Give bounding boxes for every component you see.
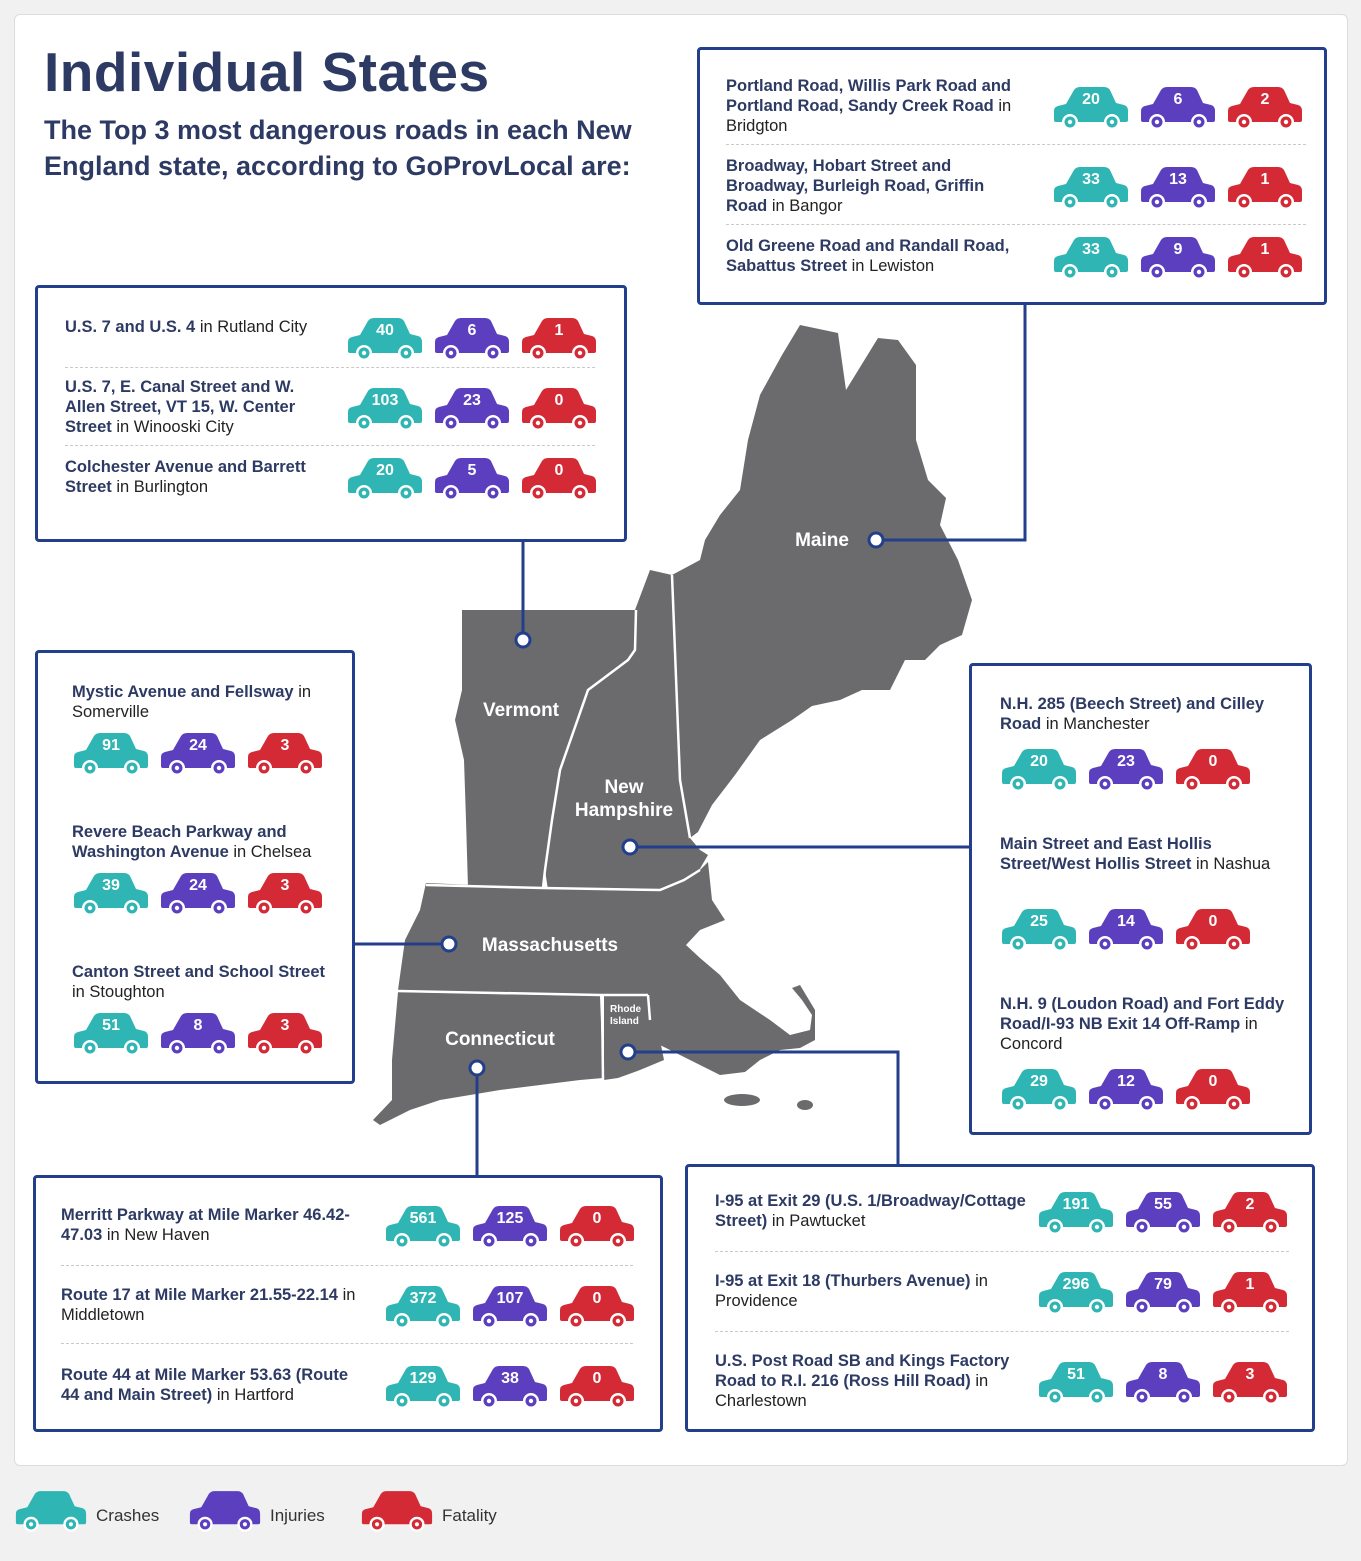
road-label: N.H. 285 (Beech Street) and Cilley Road: [1000, 695, 1265, 733]
entry-separator: [726, 224, 1306, 225]
road-city: in Providence: [715, 1272, 988, 1310]
road-name-massachusetts: [72, 962, 342, 1002]
road-label: Broadway, Hobart Street and Broadway, Burleigh Road, Griffin Road: [726, 157, 985, 215]
state-shape-maine: [672, 325, 972, 838]
crashes-count: 191: [1062, 1196, 1090, 1213]
map-pin-rhode-island: [621, 1045, 635, 1059]
crashes-car-icon: [1000, 906, 1078, 954]
injuries-count: 107: [496, 1290, 524, 1307]
road-city: in Lewiston: [851, 257, 935, 275]
state-label-rhode-island-line1: Rhode: [610, 1004, 642, 1015]
road-name-connecticut: [61, 1285, 361, 1325]
crashes-car-icon: [1037, 1189, 1115, 1237]
fatality-count: 0: [592, 1210, 602, 1227]
entry-separator: [65, 445, 595, 446]
road-name-massachusetts: [72, 682, 342, 722]
legend-label: Injuries: [270, 1506, 325, 1525]
fatality-car-icon: [1174, 746, 1252, 794]
fatality-car-icon: [1174, 906, 1252, 954]
crashes-count: 296: [1062, 1276, 1090, 1293]
road-label: Route 17 at Mile Marker 21.55-22.14: [61, 1286, 338, 1304]
road-label: Merritt Parkway at Mile Marker 46.42-47.03: [61, 1206, 350, 1244]
fatality-car-icon: [558, 1283, 636, 1331]
road-name-massachusetts: [72, 822, 342, 862]
state-label-maine: Maine: [795, 530, 849, 551]
fatality-count: 1: [554, 322, 564, 339]
injuries-car-icon: [471, 1363, 549, 1411]
crashes-car-icon: [346, 315, 424, 363]
state-shape-connecticut: [373, 992, 603, 1125]
road-label: U.S. 7, E. Canal Street and W. Allen Street, VT 15, W. Center Street: [65, 378, 296, 436]
injuries-car-icon: [1087, 906, 1165, 954]
road-name-connecticut: [61, 1365, 361, 1405]
crashes-count: 20: [1082, 91, 1100, 108]
road-city: in Manchester: [1045, 715, 1150, 733]
fatality-count: 0: [1208, 1073, 1218, 1090]
crashes-count: 33: [1082, 171, 1100, 188]
crashes-car-icon: [1000, 746, 1078, 794]
road-city: in Somerville: [72, 683, 312, 721]
legend-label: Crashes: [96, 1506, 160, 1525]
legend-item-injuries: [188, 1488, 358, 1538]
fatality-count: 0: [592, 1290, 602, 1307]
injuries-count: 23: [463, 392, 481, 409]
injuries-count: 8: [1158, 1366, 1168, 1383]
crashes-count: 39: [102, 877, 120, 894]
entry-separator: [715, 1331, 1289, 1332]
injuries-count: 13: [1169, 171, 1187, 188]
road-city: in Bangor: [771, 197, 843, 215]
crashes-count: 129: [409, 1370, 437, 1387]
state-label-connecticut: Connecticut: [445, 1029, 555, 1050]
road-city: in Middletown: [61, 1286, 356, 1324]
panel-massachusetts: [35, 650, 355, 1084]
injuries-car-icon: [1124, 1269, 1202, 1317]
crashes-count: 561: [409, 1210, 437, 1227]
crashes-car-icon: [1052, 164, 1130, 212]
fatality-count: 3: [280, 877, 290, 894]
crashes-car-icon: [1052, 84, 1130, 132]
legend-item-fatality: [360, 1488, 530, 1538]
road-city: in New Haven: [106, 1226, 210, 1244]
road-name-connecticut: [61, 1205, 361, 1245]
map-pin-connecticut: [470, 1061, 484, 1075]
road-name-maine: [726, 76, 1026, 136]
fatality-count: 1: [1260, 241, 1270, 258]
fatality-car-icon: [246, 730, 324, 778]
state-label-new-hampshire-line1: New: [604, 777, 644, 798]
road-name-vermont: [65, 317, 325, 337]
fatality-car-icon: [246, 870, 324, 918]
road-name-rhode-island: [715, 1191, 1035, 1231]
injuries-car-icon: [433, 315, 511, 363]
crashes-car-icon: [72, 730, 150, 778]
crashes-car-icon: [384, 1363, 462, 1411]
road-city: in Concord: [1000, 1015, 1258, 1053]
panel-maine: [697, 47, 1327, 305]
injuries-count: 79: [1154, 1276, 1172, 1293]
crashes-count: 372: [409, 1290, 437, 1307]
injuries-count: 125: [496, 1210, 524, 1227]
fatality-car-icon: [558, 1203, 636, 1251]
injuries-car-icon: [1124, 1359, 1202, 1407]
fatality-count: 3: [280, 1017, 290, 1034]
state-label-new-hampshire-line2: Hampshire: [574, 800, 674, 821]
road-city: in Chelsea: [233, 843, 312, 861]
injuries-car-icon: [1139, 234, 1217, 282]
road-city: in Charlestown: [715, 1372, 989, 1410]
crashes-car-icon: [72, 870, 150, 918]
fatality-car-icon: [1174, 1066, 1252, 1114]
entry-separator: [61, 1343, 633, 1344]
road-name-vermont: [65, 457, 325, 497]
panel-vermont: [35, 285, 627, 542]
entry-separator: [65, 367, 595, 368]
road-label: I-95 at Exit 29 (U.S. 1/Broadway/Cottage Street): [715, 1192, 1026, 1230]
road-city: in Hartford: [216, 1386, 294, 1404]
road-label: U.S. 7 and U.S. 4: [65, 318, 196, 336]
fatality-car-icon: [1226, 234, 1304, 282]
injuries-count: 24: [189, 737, 207, 754]
island-shape: [724, 1094, 760, 1106]
road-label: Route 44 at Mile Marker 53.63 (Route 44 and Main Street): [61, 1366, 349, 1404]
injuries-legend-car-icon: [188, 1488, 262, 1539]
map-pin-massachusetts: [442, 937, 456, 951]
crashes-car-icon: [346, 455, 424, 503]
road-name-rhode-island: [715, 1271, 1035, 1311]
fatality-count: 1: [1245, 1276, 1255, 1293]
legend-item-crashes: [14, 1488, 184, 1538]
crashes-car-icon: [346, 385, 424, 433]
crashes-count: 40: [376, 322, 394, 339]
road-label: Portland Road, Willis Park Road and Portland Road, Sandy Creek Road: [726, 77, 1011, 115]
injuries-count: 12: [1117, 1073, 1135, 1090]
fatality-car-icon: [246, 1010, 324, 1058]
fatality-count: 2: [1245, 1196, 1255, 1213]
road-name-new-hampshire: [1000, 694, 1300, 734]
crashes-count: 51: [1067, 1366, 1085, 1383]
state-label-massachusetts: Massachusetts: [481, 935, 619, 956]
injuries-car-icon: [1087, 746, 1165, 794]
page-title: Individual States: [44, 41, 490, 103]
road-label: I-95 at Exit 18 (Thurbers Avenue): [715, 1272, 971, 1290]
road-label: Colchester Avenue and Barrett Street: [65, 458, 306, 496]
injuries-car-icon: [1087, 1066, 1165, 1114]
injuries-count: 9: [1173, 241, 1183, 258]
state-label-rhode-island-line2: Island: [610, 1016, 639, 1027]
road-city: in Nashua: [1195, 855, 1271, 873]
fatality-count: 3: [280, 737, 290, 754]
legend-label: Fatality: [442, 1506, 497, 1525]
fatality-car-icon: [1211, 1189, 1289, 1237]
crashes-count: 20: [376, 462, 394, 479]
road-name-new-hampshire: [1000, 834, 1300, 874]
island-shape: [797, 1100, 813, 1110]
panel-connecticut: [33, 1175, 663, 1432]
crashes-car-icon: [1037, 1269, 1115, 1317]
fatality-count: 3: [1245, 1366, 1255, 1383]
crashes-car-icon: [1000, 1066, 1078, 1114]
map-pin-maine: [869, 533, 883, 547]
crashes-legend-car-icon: [14, 1488, 88, 1539]
injuries-car-icon: [433, 455, 511, 503]
road-name-new-hampshire: [1000, 994, 1300, 1054]
crashes-car-icon: [384, 1203, 462, 1251]
road-label: Canton Street and School Street: [72, 963, 326, 981]
entry-separator: [715, 1251, 1289, 1252]
fatality-car-icon: [1211, 1359, 1289, 1407]
connector-rhode-island: [628, 1052, 898, 1165]
injuries-count: 24: [189, 877, 207, 894]
injuries-car-icon: [471, 1283, 549, 1331]
fatality-car-icon: [520, 385, 598, 433]
injuries-car-icon: [1124, 1189, 1202, 1237]
fatality-car-icon: [1211, 1269, 1289, 1317]
map-pin-vermont: [516, 633, 530, 647]
fatality-car-icon: [520, 315, 598, 363]
injuries-count: 38: [501, 1370, 519, 1387]
crashes-count: 20: [1030, 753, 1048, 770]
injuries-car-icon: [433, 385, 511, 433]
injuries-count: 8: [193, 1017, 203, 1034]
fatality-count: 0: [1208, 913, 1218, 930]
fatality-count: 0: [1208, 753, 1218, 770]
crashes-car-icon: [1037, 1359, 1115, 1407]
fatality-count: 0: [554, 462, 564, 479]
fatality-count: 0: [592, 1370, 602, 1387]
entry-separator: [726, 144, 1306, 145]
crashes-car-icon: [1052, 234, 1130, 282]
road-city: in Bridgton: [726, 97, 1012, 135]
fatality-car-icon: [520, 455, 598, 503]
road-name-maine: [726, 236, 1026, 276]
injuries-count: 6: [1173, 91, 1183, 108]
injuries-count: 5: [467, 462, 477, 479]
road-label: Old Greene Road and Randall Road, Sabattus Street: [726, 237, 1010, 275]
injuries-count: 55: [1154, 1196, 1172, 1213]
crashes-count: 51: [102, 1017, 120, 1034]
panel-new-hampshire: [969, 663, 1312, 1135]
crashes-count: 33: [1082, 241, 1100, 258]
road-name-maine: [726, 156, 1026, 216]
crashes-count: 25: [1030, 913, 1048, 930]
state-label-vermont: Vermont: [482, 700, 560, 721]
road-city: in Burlington: [116, 478, 209, 496]
road-label: Mystic Avenue and Fellsway: [72, 683, 294, 701]
crashes-car-icon: [384, 1283, 462, 1331]
injuries-count: 6: [467, 322, 477, 339]
road-city: in Stoughton: [72, 983, 165, 1001]
crashes-count: 29: [1030, 1073, 1048, 1090]
road-label: N.H. 9 (Loudon Road) and Fort Eddy Road/I-93 NB Exit 14 Off-Ramp: [1000, 995, 1285, 1033]
road-city: in Winooski City: [116, 418, 234, 436]
panel-rhode-island: [685, 1164, 1315, 1432]
road-name-rhode-island: [715, 1351, 1035, 1411]
fatality-count: 2: [1260, 91, 1270, 108]
road-city: in Rutland City: [199, 318, 308, 336]
road-name-vermont: [65, 377, 325, 437]
legend: [0, 1480, 1361, 1550]
crashes-count: 91: [102, 737, 120, 754]
injuries-car-icon: [159, 1010, 237, 1058]
fatality-car-icon: [1226, 164, 1304, 212]
injuries-car-icon: [159, 730, 237, 778]
crashes-car-icon: [72, 1010, 150, 1058]
injuries-car-icon: [159, 870, 237, 918]
injuries-car-icon: [1139, 164, 1217, 212]
page-subtitle: The Top 3 most dangerous roads in each New England state, according to GoProvLocal are:: [44, 115, 632, 181]
road-label: Main Street and East Hollis Street/West Hollis Street: [1000, 835, 1212, 873]
injuries-count: 14: [1117, 913, 1135, 930]
injuries-car-icon: [471, 1203, 549, 1251]
entry-separator: [61, 1265, 633, 1266]
fatality-count: 1: [1260, 171, 1270, 188]
road-label: Revere Beach Parkway and Washington Avenue: [72, 823, 287, 861]
fatality-car-icon: [1226, 84, 1304, 132]
injuries-count: 23: [1117, 753, 1135, 770]
road-city: in Pawtucket: [771, 1212, 866, 1230]
injuries-car-icon: [1139, 84, 1217, 132]
fatality-legend-car-icon: [360, 1488, 434, 1539]
fatality-car-icon: [558, 1363, 636, 1411]
road-label: U.S. Post Road SB and Kings Factory Road to R.I. 216 (Ross Hill Road): [715, 1352, 1010, 1390]
fatality-count: 0: [554, 392, 564, 409]
crashes-count: 103: [371, 392, 399, 409]
map-pin-new-hampshire: [623, 840, 637, 854]
